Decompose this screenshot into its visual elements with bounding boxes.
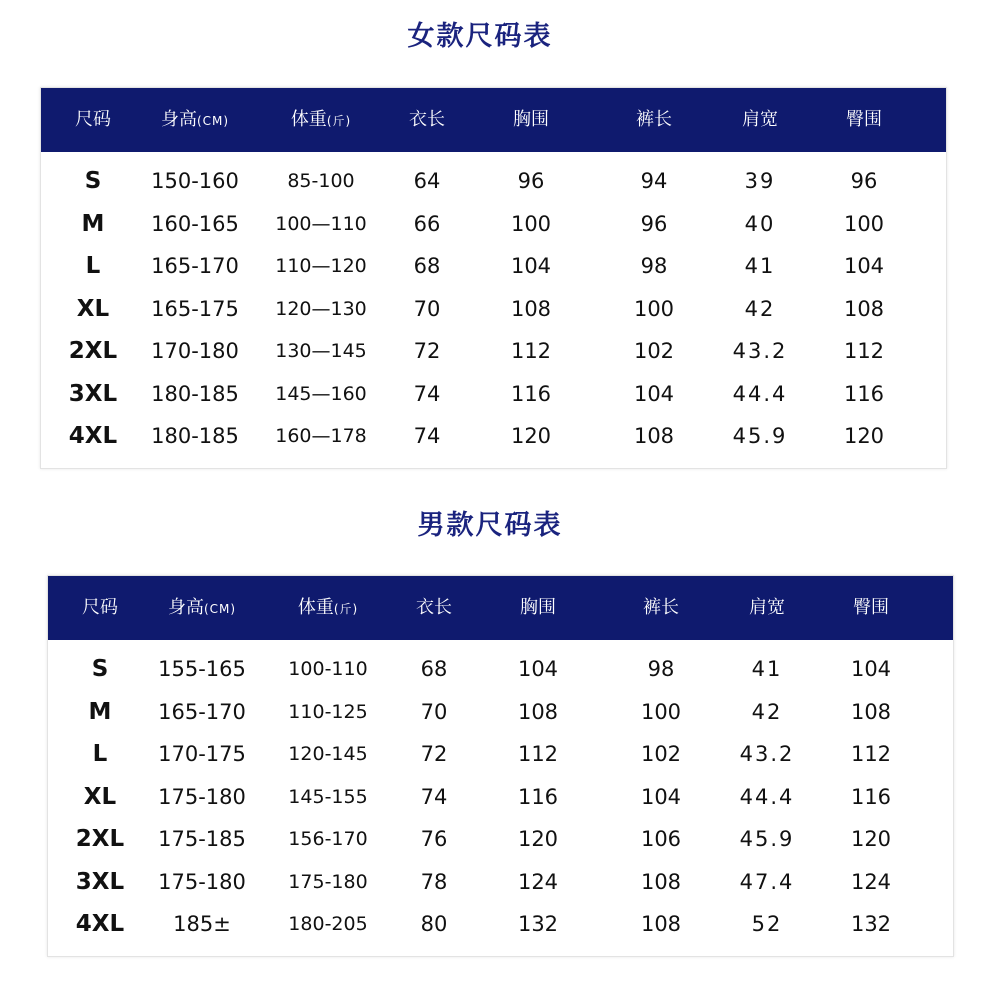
women-table-header: [41, 88, 946, 152]
cell-pants-length: 96: [640, 211, 668, 236]
cell-pants-length: 108: [640, 912, 682, 936]
cell-length: 68: [413, 254, 441, 278]
cell-hip: 124: [850, 869, 892, 894]
cell-size: L: [92, 741, 108, 767]
cell-hip: 104: [850, 657, 892, 681]
cell-length: 76: [420, 827, 448, 851]
header-size: [82, 576, 118, 640]
header-label: 肩宽: [749, 597, 785, 618]
cell-pants-length: 94: [640, 169, 668, 193]
cell-chest: 100: [510, 211, 552, 236]
header-label: 体重: [290, 109, 327, 130]
cell-chest: 108: [510, 296, 552, 321]
cell-size: 3XL: [75, 868, 125, 895]
cell-chest: 132: [517, 912, 559, 936]
cell-weight: 145-155: [288, 785, 368, 808]
cell-height: 165-175: [151, 296, 239, 321]
cell-shoulder: 40: [744, 211, 776, 236]
header-label: 裤长: [643, 597, 679, 618]
table-row: [41, 330, 946, 372]
cell-chest: 104: [517, 657, 559, 681]
header-hip: [853, 576, 889, 640]
cell-hip: 100: [843, 211, 885, 236]
cell-height: 160-165: [151, 211, 239, 236]
header-unit: (CM): [203, 602, 237, 616]
cell-chest: 112: [517, 742, 559, 766]
header-chest: [520, 576, 556, 640]
cell-shoulder: 42: [744, 296, 776, 321]
cell-shoulder: 41: [751, 657, 783, 681]
cell-size: 4XL: [75, 911, 125, 937]
women-size-chart-title: 女款尺码表: [407, 21, 553, 52]
cell-length: 72: [420, 742, 448, 766]
header-hip: [846, 88, 882, 152]
cell-height: 165-170: [151, 254, 239, 278]
cell-shoulder: 44.4: [732, 381, 788, 406]
men-size-table: [47, 575, 954, 957]
cell-size: 3XL: [68, 380, 118, 407]
header-label: 身高: [167, 597, 204, 618]
header-weight: [291, 88, 351, 152]
cell-length: 68: [420, 657, 448, 681]
cell-weight: 120—130: [275, 297, 367, 320]
table-row: [48, 818, 953, 860]
table-row: [41, 415, 946, 457]
cell-chest: 96: [517, 169, 545, 193]
cell-size: 2XL: [75, 826, 125, 852]
cell-hip: 116: [843, 381, 885, 406]
cell-size: XL: [83, 783, 117, 810]
cell-size: S: [84, 168, 102, 194]
table-row: [48, 776, 953, 818]
cell-size: 4XL: [68, 423, 118, 449]
cell-size: XL: [76, 295, 110, 322]
cell-weight: 145—160: [275, 382, 367, 405]
cell-height: 170-180: [151, 339, 239, 363]
cell-shoulder: 52: [751, 912, 783, 936]
table-row: [41, 203, 946, 245]
table-row: [48, 903, 953, 945]
cell-pants-length: 108: [633, 424, 675, 448]
cell-chest: 116: [517, 784, 559, 809]
cell-pants-length: 108: [640, 869, 682, 894]
cell-hip: 132: [850, 912, 892, 936]
cell-weight: 85-100: [287, 170, 355, 192]
cell-chest: 124: [517, 869, 559, 894]
cell-length: 74: [413, 381, 441, 406]
cell-size: M: [81, 210, 105, 237]
header-shoulder: [749, 576, 785, 640]
cell-weight: 120-145: [288, 743, 368, 765]
cell-length: 78: [420, 869, 448, 894]
header-label: 体重: [297, 597, 334, 618]
cell-weight: 110—120: [275, 255, 367, 277]
cell-weight: 110-125: [288, 700, 368, 723]
cell-height: 175-185: [158, 827, 246, 851]
header-label: 尺码: [75, 109, 111, 130]
cell-weight: 175-180: [288, 870, 368, 893]
cell-chest: 104: [510, 254, 552, 278]
cell-height: 150-160: [151, 169, 239, 193]
header-pants-length: [636, 88, 672, 152]
header-unit: (CM): [196, 114, 230, 128]
cell-hip: 104: [843, 254, 885, 278]
header-length: [416, 576, 452, 640]
cell-length: 80: [420, 912, 448, 936]
header-label: 肩宽: [742, 109, 778, 130]
cell-length: 66: [413, 211, 441, 236]
cell-weight: 130—145: [275, 340, 367, 362]
table-row: [48, 861, 953, 903]
cell-pants-length: 102: [633, 339, 675, 363]
cell-chest: 120: [517, 827, 559, 851]
cell-chest: 108: [517, 699, 559, 724]
cell-hip: 108: [850, 699, 892, 724]
header-shoulder: [742, 88, 778, 152]
cell-pants-length: 106: [640, 827, 682, 851]
header-height: [161, 88, 229, 152]
table-row: [41, 245, 946, 287]
cell-shoulder: 44.4: [739, 784, 795, 809]
header-label: 尺码: [82, 597, 118, 618]
cell-length: 70: [413, 296, 441, 321]
cell-size: S: [91, 656, 109, 682]
header-label: 衣长: [416, 597, 452, 618]
cell-pants-length: 104: [633, 381, 675, 406]
cell-pants-length: 104: [640, 784, 682, 809]
cell-shoulder: 41: [744, 254, 776, 278]
cell-length: 74: [413, 424, 441, 448]
cell-shoulder: 43.2: [739, 742, 795, 766]
men-table-header: [48, 576, 953, 640]
cell-shoulder: 43.2: [732, 339, 788, 363]
cell-shoulder: 45.9: [739, 827, 795, 851]
women-size-table: [40, 87, 947, 469]
cell-hip: 120: [850, 827, 892, 851]
cell-size: L: [85, 253, 101, 279]
table-row: [41, 373, 946, 415]
cell-weight: 156-170: [288, 828, 368, 850]
table-row: [41, 288, 946, 330]
table-row: [48, 691, 953, 733]
cell-height: 155-165: [158, 657, 246, 681]
header-label: 胸围: [520, 597, 556, 618]
header-label: 臀围: [846, 109, 882, 130]
table-row: [41, 160, 946, 202]
cell-weight: 160—178: [275, 425, 367, 447]
men-size-chart-title: 男款尺码表: [417, 510, 563, 541]
table-row: [48, 648, 953, 690]
cell-height: 185±: [173, 912, 231, 936]
cell-height: 170-175: [158, 742, 246, 766]
cell-pants-length: 98: [647, 657, 675, 681]
cell-size: 2XL: [68, 338, 118, 364]
cell-size: M: [88, 698, 112, 725]
cell-hip: 120: [843, 424, 885, 448]
cell-length: 72: [413, 339, 441, 363]
cell-height: 175-180: [158, 784, 246, 809]
header-label: 身高: [160, 109, 197, 130]
cell-height: 165-170: [158, 699, 246, 724]
cell-shoulder: 39: [744, 169, 776, 193]
cell-shoulder: 47.4: [739, 869, 795, 894]
header-size: [75, 88, 111, 152]
header-chest: [513, 88, 549, 152]
cell-length: 70: [420, 699, 448, 724]
cell-weight: 180-205: [288, 913, 368, 935]
cell-length: 64: [413, 169, 441, 193]
cell-shoulder: 45.9: [732, 424, 788, 448]
header-weight: [298, 576, 358, 640]
header-height: [168, 576, 236, 640]
header-pants-length: [643, 576, 679, 640]
cell-height: 180-185: [151, 424, 239, 448]
cell-chest: 120: [510, 424, 552, 448]
cell-chest: 112: [510, 339, 552, 363]
cell-chest: 116: [510, 381, 552, 406]
cell-hip: 108: [843, 296, 885, 321]
cell-height: 175-180: [158, 869, 246, 894]
cell-length: 74: [420, 784, 448, 809]
header-label: 衣长: [409, 109, 445, 130]
cell-pants-length: 100: [640, 699, 682, 724]
cell-pants-length: 100: [633, 296, 675, 321]
header-label: 裤长: [636, 109, 672, 130]
cell-weight: 100—110: [275, 212, 367, 235]
header-label: 胸围: [513, 109, 549, 130]
cell-hip: 112: [850, 742, 892, 766]
cell-shoulder: 42: [751, 699, 783, 724]
header-unit: (斤): [333, 602, 359, 616]
header-label: 臀围: [853, 597, 889, 618]
table-row: [48, 733, 953, 775]
cell-hip: 116: [850, 784, 892, 809]
header-length: [409, 88, 445, 152]
cell-hip: 112: [843, 339, 885, 363]
cell-height: 180-185: [151, 381, 239, 406]
cell-pants-length: 102: [640, 742, 682, 766]
cell-hip: 96: [850, 169, 878, 193]
cell-weight: 100-110: [288, 658, 368, 680]
cell-pants-length: 98: [640, 254, 668, 278]
header-unit: (斤): [326, 114, 352, 128]
